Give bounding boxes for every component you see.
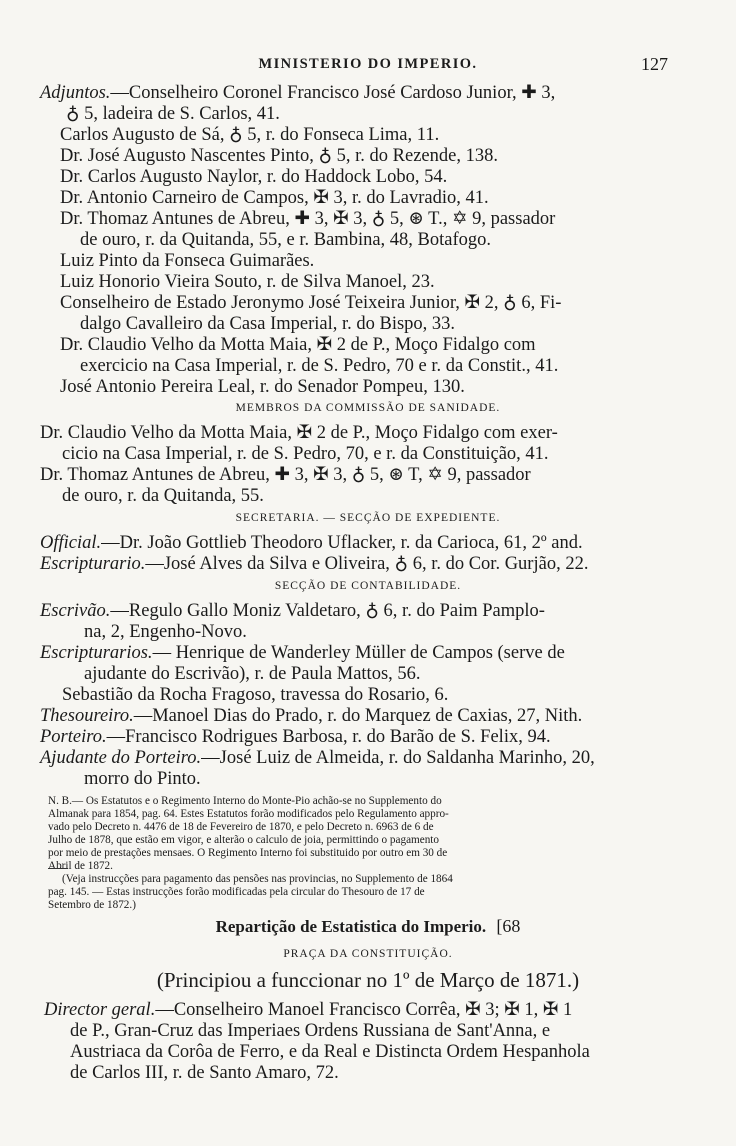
ajudante-porteiro-label: Ajudante do Porteiro. <box>40 748 202 768</box>
escripturario-line: Escripturario.—José Alves da Silva e Oliveira, ♁ 6, r. do Cor. Gurjão, 22. <box>40 554 589 574</box>
reparticao-title <box>0 916 736 937</box>
director-label: Director geral. <box>44 1000 156 1020</box>
adjuntos-line: Carlos Augusto de Sá, ♁ 5, r. do Fonseca Lima, 11. <box>60 125 440 145</box>
reparticao-started: (Principiou a funccionar no 1º de Março de 1871.) <box>156 968 580 992</box>
adjuntos-line: exercicio na Casa Imperial, r. de S. Pedro, 70 e r. da Constit., 41. <box>80 356 559 376</box>
ajudante-porteiro-line: morro do Pinto. <box>84 769 201 789</box>
note-line: Setembro de 1872.) <box>48 899 136 911</box>
adjuntos-line: Dr. Thomaz Antunes de Abreu, ✚ 3, ✠ 3, ♁ 5, ⊛ T., ✡ 9, passador <box>60 209 556 229</box>
adjuntos-line: dalgo Cavalleiro da Casa Imperial, r. do Bispo, 33. <box>80 314 456 334</box>
note-line: Julho de 1878, que estão em vigor, e alterão o calculo de joia, permittindo o pagamento <box>48 834 439 846</box>
porteiro-line: Porteiro.—Francisco Rodrigues Barbosa, r. do Barão de S. Felix, 94. <box>40 727 551 747</box>
escripturarios-label: Escripturarios. <box>40 643 153 663</box>
director-line: de P., Gran-Cruz das Imperiaes Ordens Russiana de Sant'Anna, e <box>70 1021 551 1041</box>
note-line: por meio de prestações mensaes. O Regimento Interno foi substituido por outro em 30 de <box>48 847 448 859</box>
ajudante-porteiro-line: Ajudante do Porteiro.—José Luiz de Almeida, r. do Saldanha Marinho, 20, <box>40 748 595 768</box>
reparticao-title-text: Repartição de Estatistica do Imperio. <box>215 917 487 936</box>
official-line: Official.—Dr. João Gottlieb Theodoro Uflacker, r. da Carioca, 61, 2º and. <box>40 533 583 553</box>
adjuntos-line: de ouro, r. da Quitanda, 55, e r. Bambina, 48, Botafogo. <box>80 230 492 250</box>
section-heading-expediente: SECRETARIA. — SECÇÃO DE EXPEDIENTE. <box>235 512 501 524</box>
section-heading-contabilidade: SECÇÃO DE CONTABILIDADE. <box>274 580 462 592</box>
note-line: pag. 145. — Estas instrucções forão modificadas pela circular do Thesouro de 17 de <box>48 886 425 898</box>
section-heading-sanidade: MEMBROS DA COMMISSÃO DE SANIDADE. <box>235 402 501 414</box>
escripturarios-line: ajudante do Escrivão), r. de Paula Mattos, 56. <box>84 664 421 684</box>
thesoureiro-label: Thesoureiro. <box>40 706 134 726</box>
page-header <box>40 56 696 78</box>
director-line: de Carlos III, r. de Santo Amaro, 72. <box>70 1063 339 1083</box>
comissao-line: de ouro, r. da Quitanda, 55. <box>62 486 264 506</box>
thesoureiro-line: Thesoureiro.—Manoel Dias do Prado, r. do Marquez de Caxias, 27, Nith. <box>40 706 583 726</box>
comissao-line: cicio na Casa Imperial, r. de S. Pedro, 70, e r. da Constituição, 41. <box>62 444 549 464</box>
official-label: Official. <box>40 533 102 553</box>
adjuntos-line: Luiz Pinto da Fonseca Guimarães. <box>60 251 315 271</box>
adjuntos-line: Luiz Honorio Vieira Souto, r. de Silva Manoel, 23. <box>60 272 435 292</box>
porteiro-label: Porteiro. <box>40 727 107 747</box>
adjuntos-line: Adjuntos.—Conselheiro Coronel Francisco José Cardoso Junior, ✚ 3, <box>40 83 556 103</box>
adjuntos-label: Adjuntos. <box>40 83 111 103</box>
reparticao-location: PRAÇA DA CONSTITUIÇÃO. <box>283 948 453 960</box>
director-line: Director geral.—Conselheiro Manoel Francisco Corrêa, ✠ 3; ✠ 1, ✠ 1 <box>44 1000 573 1020</box>
escrivao-line: Escrivão.—Regulo Gallo Moniz Valdetaro, ♁ 6, r. do Paim Pamplo- <box>40 601 545 621</box>
running-title: MINISTERIO DO IMPERIO. <box>258 56 478 72</box>
note-line: Almanak para 1854, pag. 64. Estes Estatutos forão modificados pelo Regulamento appro- <box>48 808 449 820</box>
escripturario-label: Escripturario. <box>40 554 146 574</box>
comissao-line: Dr. Claudio Velho da Motta Maia, ✠ 2 de P., Moço Fidalgo com exer- <box>40 423 558 443</box>
adjuntos-line: ♁ 5, ladeira de S. Carlos, 41. <box>66 104 280 124</box>
note-line: (Veja instrucções para pagamento das pensões nas provincias, no Supplemento de 1864 <box>62 873 453 885</box>
reparticao-ref: [68 <box>496 916 521 936</box>
page-number: 127 <box>641 54 668 74</box>
comissao-line: Dr. Thomaz Antunes de Abreu, ✚ 3, ✠ 3, ♁ 5, ⊛ T, ✡ 9, passador <box>40 465 531 485</box>
adjuntos-line: José Antonio Pereira Leal, r. do Senador Pompeu, 130. <box>60 377 465 397</box>
adjuntos-line: Dr. Antonio Carneiro de Campos, ✠ 3, r. do Lavradio, 41. <box>60 188 489 208</box>
director-line: Austriaca da Corôa de Ferro, e da Real e Distincta Ordem Hespanhola <box>70 1042 590 1062</box>
adjuntos-line: Conselheiro de Estado Jeronymo José Teixeira Junior, ✠ 2, ♁ 6, Fi- <box>60 293 562 313</box>
escripturarios-line: Escripturarios.— Henrique de Wanderley Müller de Campos (serve de <box>40 643 565 663</box>
note-line: N. B.— Os Estatutos e o Regimento Interno do Monte-Pio achão-se no Supplemento do <box>48 795 442 807</box>
adjuntos-line: Dr. Carlos Augusto Naylor, r. do Haddock Lobo, 54. <box>60 167 448 187</box>
note-divider <box>48 868 68 869</box>
escrivao-label: Escrivão. <box>40 601 111 621</box>
adjuntos-line: Dr. José Augusto Nascentes Pinto, ♁ 5, r. do Rezende, 138. <box>60 146 498 166</box>
escrivao-line: na, 2, Engenho-Novo. <box>84 622 247 642</box>
adjuntos-line: Dr. Claudio Velho da Motta Maia, ✠ 2 de P., Moço Fidalgo com <box>60 335 536 355</box>
escripturarios-line: Sebastião da Rocha Fragoso, travessa do Rosario, 6. <box>62 685 449 705</box>
note-line: vado pelo Decreto n. 4476 de 18 de Fevereiro de 1870, e pelo Decreto n. 6963 de 6 de <box>48 821 434 833</box>
note-line: Abril de 1872. <box>48 860 113 872</box>
